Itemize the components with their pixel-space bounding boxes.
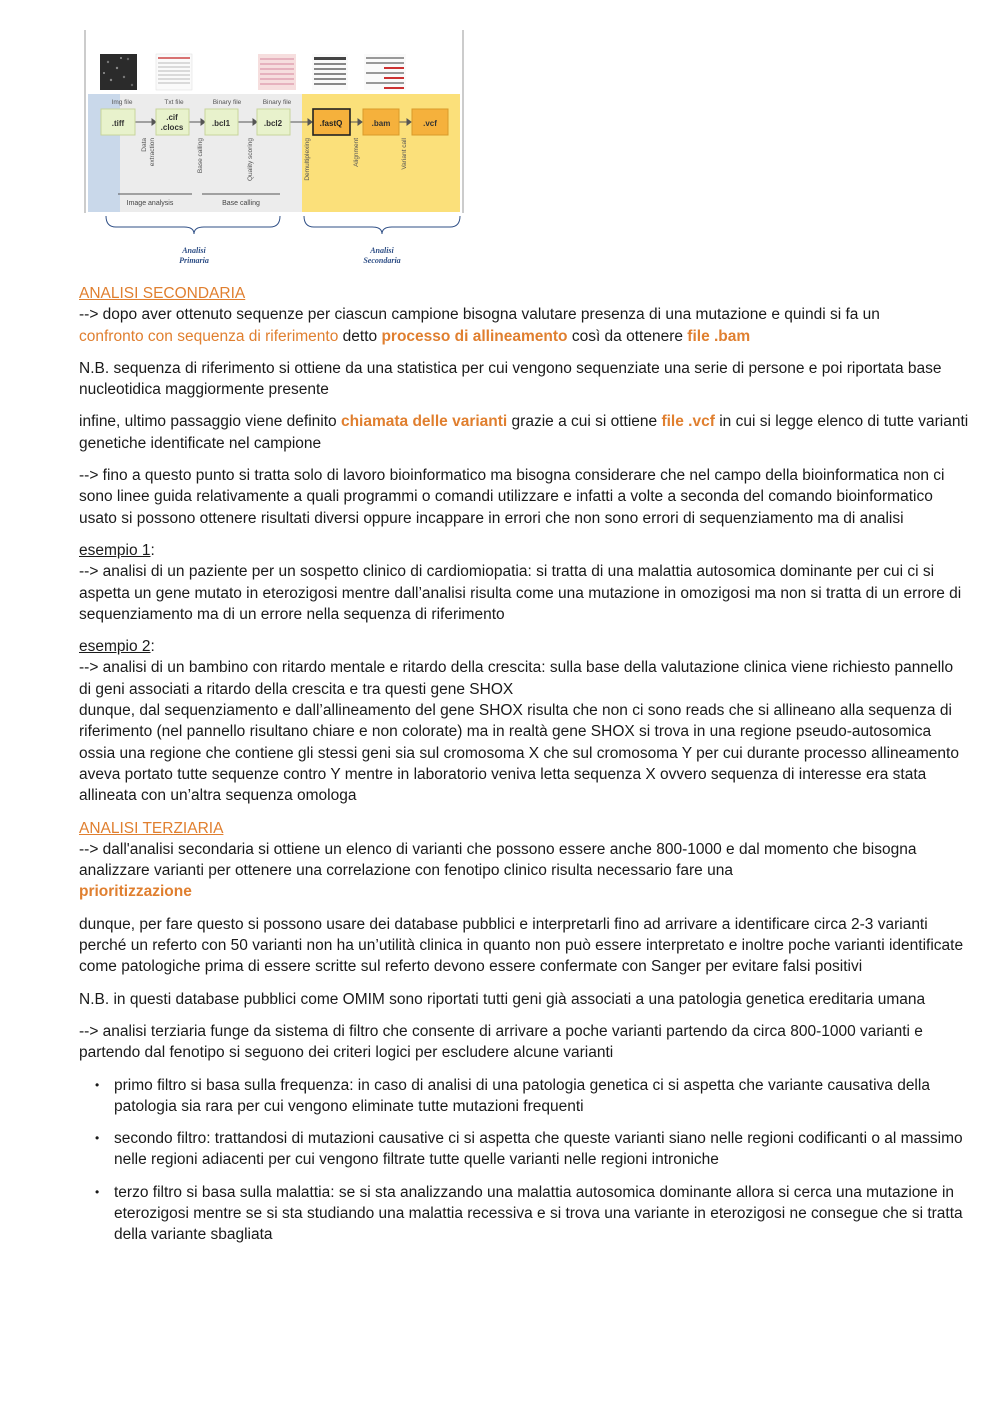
list-item-text: terzo filtro si basa sulla malattia: se si sta analizzando una malattia autosomica dominante allora si cerca una mutazione in eterozigosi mentre se si sta studiando una malattia recessiva e si trova una variante in eterozigosi ne consegue che si tratta della variante sbagliata	[114, 1183, 963, 1244]
image-thumbnail-icon	[100, 54, 137, 90]
paragraph-prioritizzazione	[79, 839, 969, 903]
example-2-text-cont: dunque, dal sequenziamento e dall’allineamento del gene SHOX risulta che non ci sono reads che si allineano alla sequenza di riferimento (nel pannello risultano chiare e non colorate) ma in realtà gene SHOX si trova in una regione pseudo-autosomica ossia una regione che contiene gli stessi geni sia sul cromosoma X che sul cromosoma Y per cui durante processo allineamento aveva portato tutte sequenze contro Y mentre in laboratorio veniva letta sequenza X ovvero sequenza di interesse era stata allineata con un’altra sequenza omologa	[79, 702, 959, 805]
file-label-binary-2: Binary file	[262, 99, 292, 106]
list-item-text: secondo filtro: trattandosi di mutazioni causative ci si aspetta che queste varianti siano nelle regioni codificanti o al massimo nelle regioni adiacenti per cui vengono filtrate tutte quelle varianti nelle regioni introniche	[114, 1130, 963, 1169]
section-heading-analisi-terziaria: ANALISI TERZIARIA	[79, 819, 224, 837]
alignment-thumbnail-icon	[364, 54, 406, 90]
bullet-icon: •	[95, 1131, 100, 1146]
list-item	[79, 1128, 969, 1171]
file-box-clocs-label: .clocs	[160, 123, 184, 132]
section-heading-analisi-secondaria: ANALISI SECONDARIA	[79, 285, 246, 302]
file-box-tiff-label: .tiff	[111, 119, 125, 128]
file-box-bcl1-label: .bcl1	[211, 119, 231, 128]
highlight-file-bam: file .bam	[687, 327, 751, 345]
paragraph-chiamata-varianti	[79, 411, 969, 454]
list-item	[79, 1075, 969, 1118]
step-label-data: Data	[141, 138, 148, 152]
text-run: detto	[338, 327, 382, 345]
file-label-txt: Txt file	[164, 99, 184, 106]
file-label-img: Img file	[111, 99, 133, 106]
highlight-chiamata-varianti: chiamata delle varianti	[340, 413, 508, 431]
example-2-label: esempio 2	[79, 638, 151, 656]
brace-label-secondary-1: Analisi	[370, 246, 394, 255]
step-label-extraction: extraction	[149, 138, 156, 167]
sequence-file-thumbnail-icon	[312, 54, 348, 90]
step-label-quality-scoring: Quality scoring	[247, 138, 254, 181]
filter-list	[79, 1075, 969, 1246]
file-label-binary-1: Binary file	[212, 99, 242, 106]
step-label-variant-call: Variant call	[401, 138, 408, 170]
brace-secondary	[304, 216, 460, 234]
bullet-icon: •	[95, 1077, 100, 1092]
example-1-label: esempio 1	[79, 541, 151, 559]
text-file-thumbnail-icon	[156, 54, 192, 90]
brace-label-secondary-2: Secondaria	[363, 256, 401, 265]
brace-label-primary-1: Analisi	[182, 246, 206, 255]
group-label-image-analysis: Image analysis	[126, 200, 174, 207]
text-run: in cui si legge elenco di tutte varianti genetiche identificate nel campione	[79, 413, 969, 452]
brace-primary	[106, 216, 280, 234]
highlight-processo-allineamento: processo di allineamento	[381, 327, 568, 345]
text-run: infine, ultimo passaggio viene definito	[79, 413, 341, 431]
file-box-bam-label: .bam	[371, 119, 391, 128]
text-run: grazie a cui si ottiene	[507, 413, 662, 431]
text-run: --> dopo aver ottenuto sequenze per ciascun campione bisogna valutare presenza di una mutazione e quindi si fa un	[79, 306, 880, 324]
highlight-file-vcf: file .vcf	[661, 413, 715, 431]
document-body	[79, 283, 969, 1257]
file-box-fastq-label: .fastQ	[319, 119, 343, 128]
paragraph-nb-omim: N.B. in questi database pubblici come OMIM sono riportati tutti geni già associati a una patologia genetica ereditaria umana	[79, 990, 926, 1008]
example-2-text: --> analisi di un bambino con ritardo mentale e ritardo della crescita: sulla base della valutazione clinica viene richiesto pannello di geni associati a ritardo della crescita e tra questi gene SHOX	[79, 659, 954, 698]
text-run: così da ottenere	[567, 327, 688, 345]
paragraph-allineamento	[79, 304, 969, 347]
file-box-bcl2-label: .bcl2	[263, 119, 283, 128]
paragraph-filtro: --> analisi terziaria funge da sistema di filtro che consente di arrivare a poche varianti partendo da circa 800-1000 varianti e partendo dal fenotipo si seguono dei criteri logici per escludere alcune varianti	[79, 1022, 923, 1062]
brace-label-primary-2: Primaria	[179, 256, 209, 265]
group-label-base-calling: Base calling	[222, 200, 260, 207]
paragraph-nb-riferimento: N.B. sequenza di riferimento si ottiene da una statistica per cui vengono sequenziate una serie di persone e poi riportata base nucleotidica maggiormente presente	[79, 359, 942, 399]
list-item-text: primo filtro si basa sulla frequenza: in caso di analisi di una patologia genetica ci si aspetta che variante causativa della patologia sia rara per cui vengono eliminate tutte mutazioni frequenti	[114, 1076, 930, 1115]
binary-file-thumbnail-icon	[258, 54, 296, 90]
paragraph-bioinformatica: --> fino a questo punto si tratta solo di lavoro bioinformatico ma bisogna considerare che nel campo della bioinformatica non ci sono linee guida relativamente a quali programmi o comandi utilizzare e infatti a volte a seconda del comando bioinformatico usato si possono ottenere risultati diversi oppure incappare in errori che non sono errori di sequenziamento ma di analisi	[79, 467, 945, 527]
highlight-confronto: confronto con sequenza di riferimento	[79, 327, 339, 345]
list-item	[79, 1182, 969, 1246]
example-1-text: --> analisi di un paziente per un sospetto clinico di cardiomiopatia: si tratta di una malattia autosomica dominante per cui ci si aspetta un gene mutato in eterozigosi mentre dall’analisi risulta come una mutazione in omozigosi ma non si tratta di un errore di sequenziamento ma di un errore nella sequenza di riferimento	[79, 563, 962, 623]
paragraph-database: dunque, per fare questo si possono usare dei database pubblici e interpretarli fino ad arrivare a identificare circa 2-3 varianti perché un referto con 50 varianti non ha un’utilità clinica in quanto non può essere interpretato e inoltre poche varianti identificate come patologiche prima di essere scritte sul referto devono essere confermate con Sanger per evitare falsi positivi	[79, 915, 964, 976]
ngs-pipeline-diagram	[84, 28, 468, 268]
bullet-icon: •	[95, 1184, 100, 1199]
step-label-demultiplexing: Demultiplexing	[304, 138, 311, 181]
paragraph-esempio-2: esempio 2: --> analisi di un bambino con ritardo mentale e ritardo della crescita: sulla base della valutazione clinica viene richiesto pannello di geni associati a ritardo della crescita e tra questi gene SHOX dunque, dal sequenziamento e dall’allineamento del gene SHOX risulta che non ci sono reads che si allineano alla sequenza di riferimento (nel pannello risultano chiare e non colorate) ma in realtà gene SHOX si trova in una regione pseudo-autosomica ossia una regione che contiene gli stessi geni sia sul cromosoma X che sul cromosoma Y per cui durante processo allineamento aveva portato tutte sequenze contro Y mentre in laboratorio veniva letta sequenza X ovvero sequenza di interesse era stata allineata con un’altra sequenza omologa	[79, 638, 959, 805]
text-run: --> dall'analisi secondaria si ottiene un elenco di varianti che possono essere anche 800-1000 e dal momento che bisogna analizzare varianti per ottenere una correlazione con fenotipo clinico risulta necessario fare una	[79, 840, 917, 880]
step-label-alignment: Alignment	[353, 138, 360, 167]
step-label-base-calling: Base calling	[197, 138, 204, 174]
file-box-vcf-label: .vcf	[423, 119, 437, 128]
paragraph-esempio-1: esempio 1: --> analisi di un paziente per un sospetto clinico di cardiomiopatia: si tratta di una malattia autosomica dominante per cui ci si aspetta un gene mutato in eterozigosi mentre dall’analisi risulta come una mutazione in omozigosi ma non si tratta di un errore di sequenziamento ma di un errore nella sequenza di riferimento	[79, 541, 962, 623]
highlight-prioritizzazione: prioritizzazione	[79, 883, 192, 901]
file-box-cif-label: .cif	[166, 113, 178, 122]
